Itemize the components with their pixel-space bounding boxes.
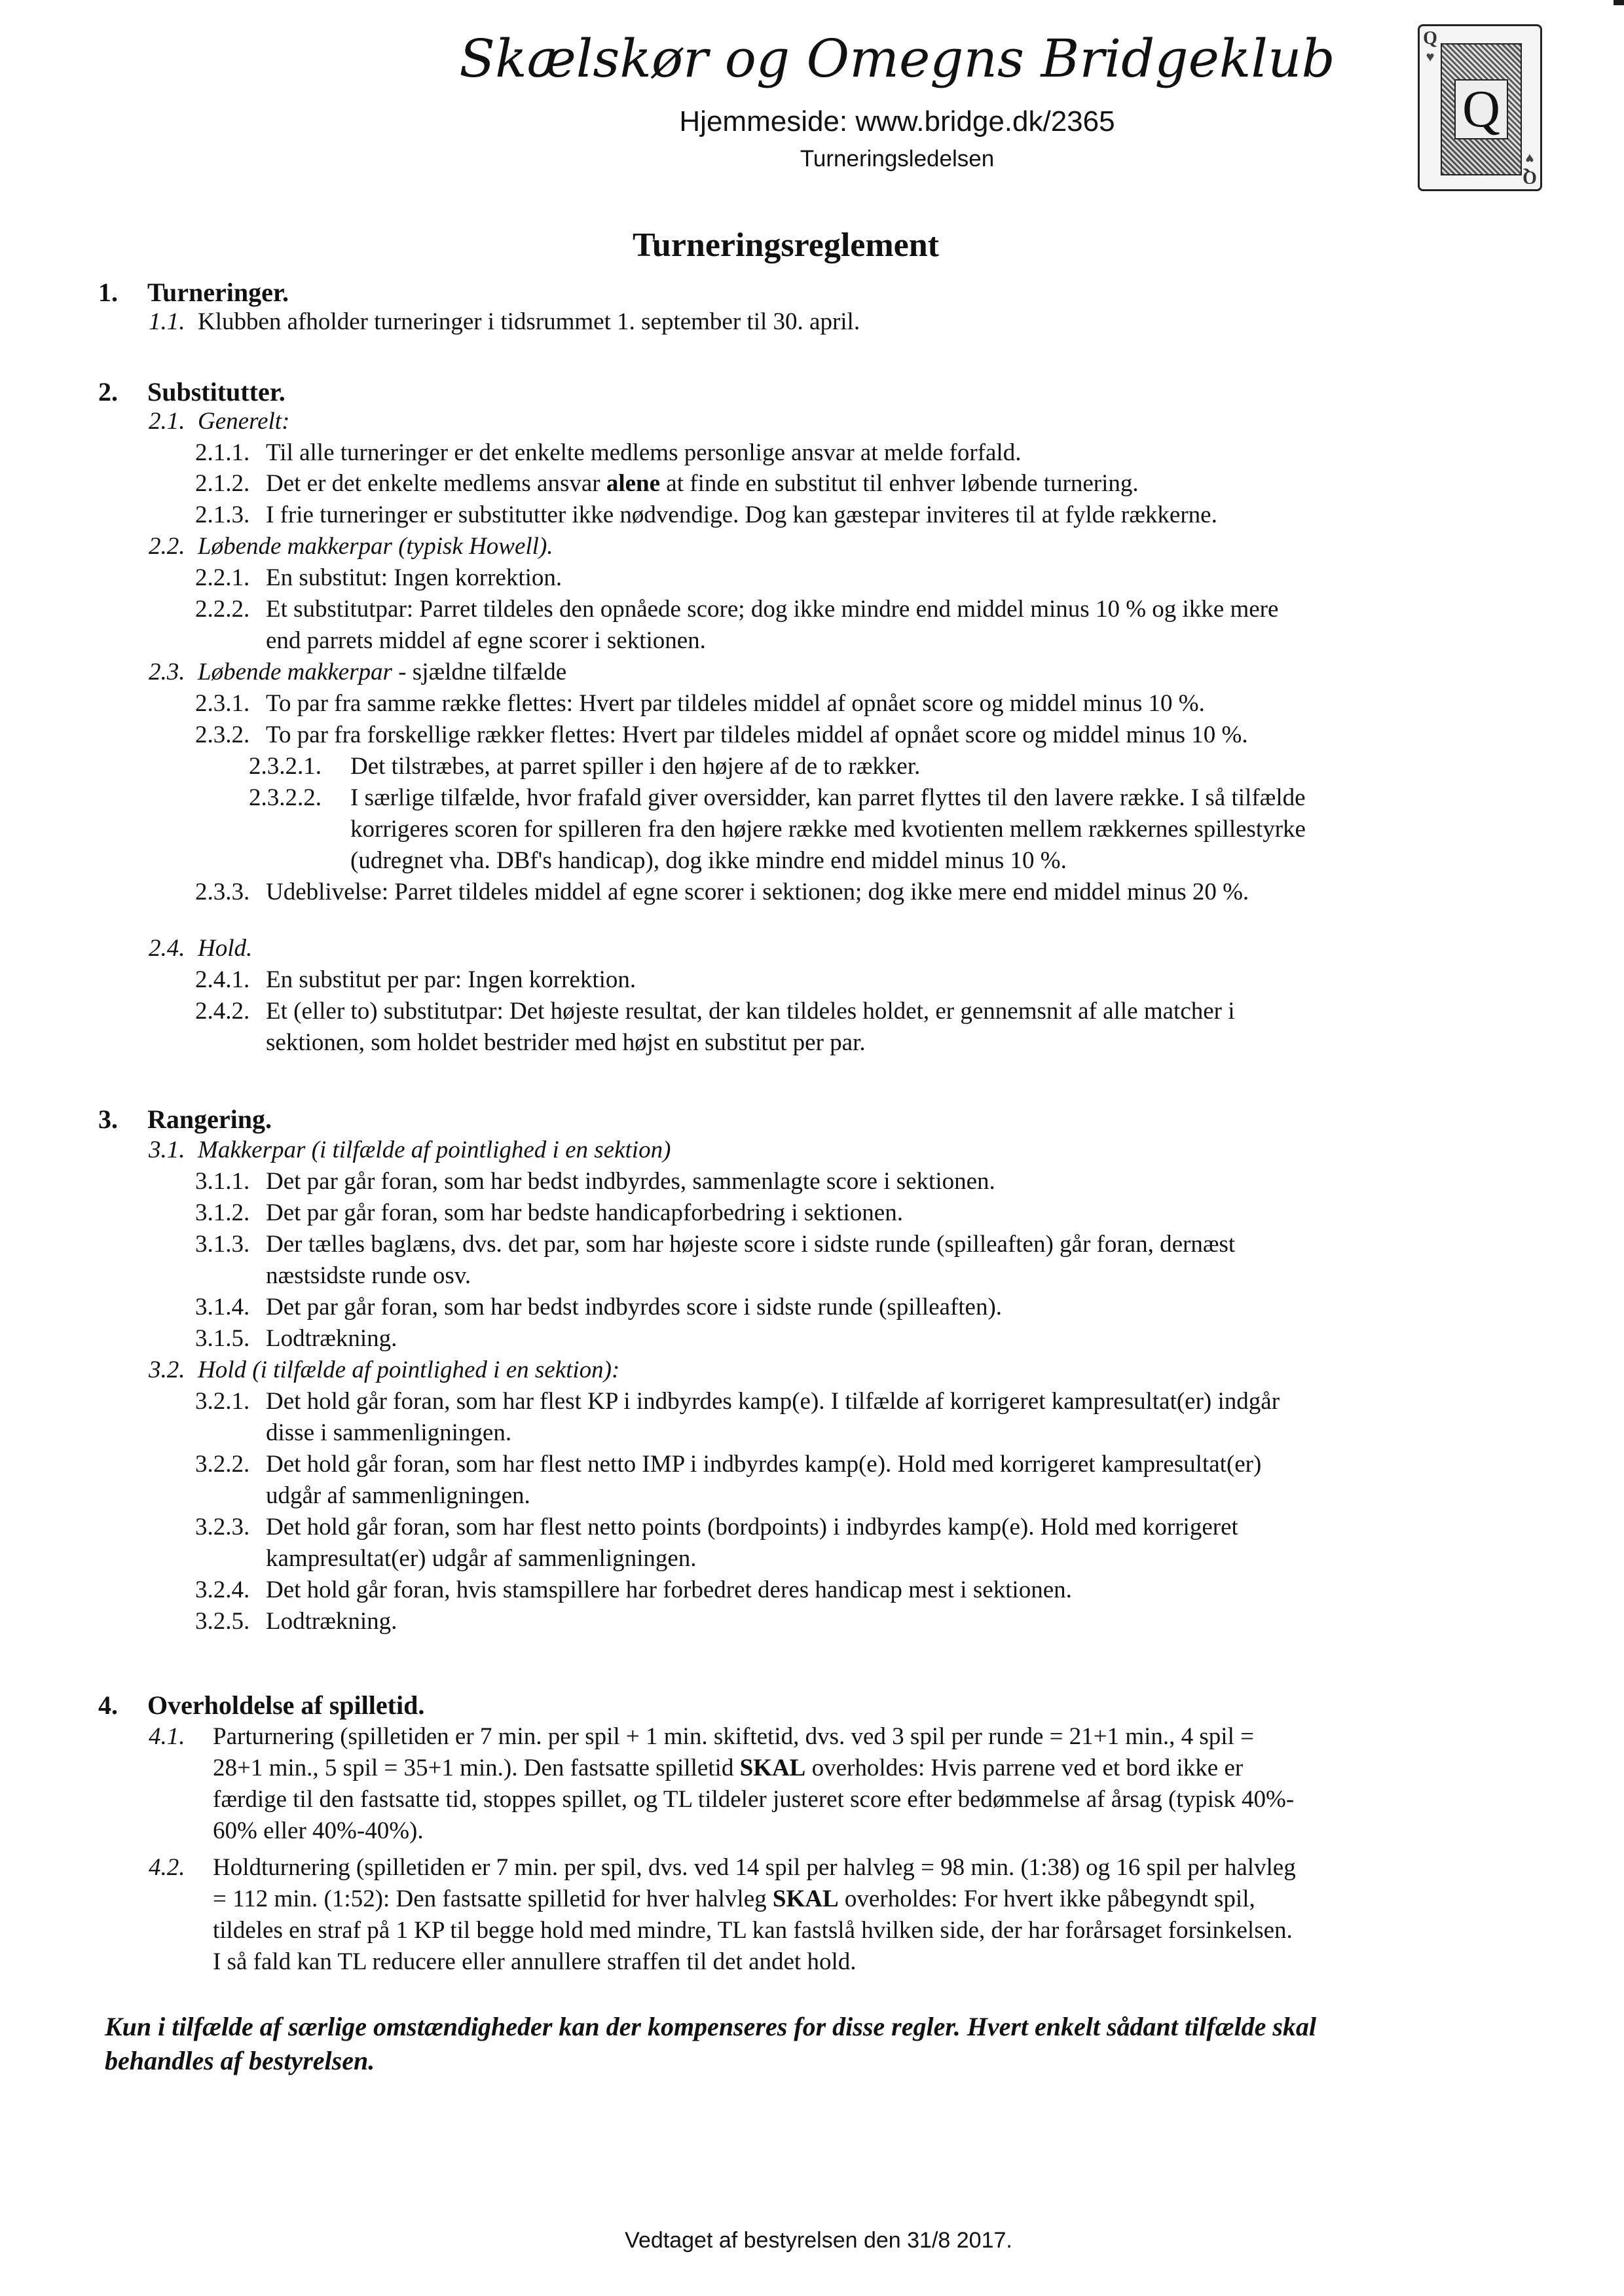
clause-2-1 [149, 407, 289, 436]
card-face-illustration [1441, 43, 1522, 175]
section-title: Turneringer. [147, 278, 289, 307]
clause-text: Et substitutpar: Parret tildeles den opnåede score; dog ikke mindre end middel minus 10 % og ikke mere [266, 596, 1279, 623]
clause-4-1 [149, 1722, 1254, 1751]
clause-number: 2.1.1. [195, 439, 250, 466]
clause-number: 2.3.3. [195, 879, 250, 905]
clause-2-2-2 [195, 595, 1278, 624]
emphasis-skal: SKAL [772, 1886, 839, 1912]
clause-text: Der tælles baglæns, dvs. det par, som har højeste score i sidste runde (spilleaften) går foran, dernæst [266, 1231, 1236, 1258]
clause-number: 2.1.2. [195, 470, 250, 497]
clause-heading: Makkerpar (i tilfælde af pointlighed i en sektion) [198, 1137, 671, 1163]
clause-3-1 [149, 1136, 671, 1165]
section-title: Overholdelse af spilletid. [147, 1690, 425, 1720]
clause-2-4-2 [195, 997, 1235, 1026]
clause-2-3 [149, 658, 566, 687]
clause-number: 2.4. [149, 935, 185, 962]
clause-4-2 [149, 1853, 1296, 1882]
section-number: 2. [98, 377, 118, 407]
heart-icon: ♥ [1525, 151, 1534, 167]
clause-3-2-5 [195, 1607, 397, 1636]
clause-number: 2.3.2. [195, 721, 250, 748]
clause-text: Udeblivelse: Parret tildeles middel af egne scorer i sektionen; dog ikke mere end middel minus 20 %. [266, 879, 1249, 905]
heart-icon: ♥ [1426, 48, 1435, 65]
clause-3-1-4 [195, 1293, 1002, 1322]
clause-3-2-3-continued: kampresultat(er) udgår af sammenligningen. [266, 1545, 697, 1572]
clause-text: Det tilstræbes, at parret spiller i den højere af de to rækker. [350, 753, 921, 780]
clause-text: To par fra samme række flettes: Hvert par tildeles middel af opnået score og middel minus 10 %. [266, 690, 1205, 717]
clause-2-3-2-2-continued: korrigeres scoren for spilleren fra den højere række med kvotienten mellem rækkernes spillestyrke [350, 816, 1306, 843]
clause-text: 28+1 min., 5 spil = 35+1 min.). Den fastsatte spilletid [213, 1755, 740, 1781]
clause-3-1-1 [195, 1167, 995, 1196]
clause-number: 3.2.4. [195, 1576, 250, 1603]
card-corner-top [1421, 29, 1439, 65]
clause-number: 3.1.4. [195, 1294, 250, 1321]
clause-3-2-2 [195, 1450, 1261, 1479]
clause-text: Lodtrækning. [266, 1608, 397, 1635]
clause-2-2-2-continued: end parrets middel af egne scorer i sektionen. [266, 627, 706, 654]
clause-3-2-1 [195, 1387, 1280, 1416]
clause-3-2-2-continued: udgår af sammenligningen. [266, 1482, 530, 1509]
clause-3-1-5 [195, 1324, 397, 1353]
clause-heading: Hold. [198, 935, 253, 962]
clause-2-3-2-2-continued: (udregnet vha. DBf's handicap), dog ikke mindre end middel minus 10 %. [350, 847, 1067, 874]
homepage-link: Hjemmeside: www.bridge.dk/2365 [679, 105, 1115, 137]
section-heading-1 [98, 278, 289, 307]
clause-1-1 [149, 308, 860, 337]
clause-2-3-2-1 [249, 752, 920, 781]
clause-number: 3.1.2. [195, 1199, 250, 1226]
closing-note: Kun i tilfælde af særlige omstændigheder kan der kompenseres for disse regler. Hvert enkelt sådant tilfælde skal [105, 2012, 1316, 2041]
clause-2-4-2-continued: sektionen, som holdet bestrider med højst en substitut per par. [266, 1029, 866, 1056]
clause-heading: Løbende makkerpar (typisk Howell). [198, 533, 553, 560]
section-number: 4. [98, 1690, 118, 1720]
clause-text: Det hold går foran, hvis stamspillere har forbedret deres handicap mest i sektionen. [266, 1576, 1072, 1603]
clause-text: Det er det enkelte medlems ansvar [266, 470, 606, 497]
clause-text: I frie turneringer er substitutter ikke nødvendige. Dog kan gæstepar inviteres til at fylde rækkerne. [266, 501, 1217, 528]
clause-number: 2.4.2. [195, 998, 250, 1025]
clause-2-3-1 [195, 689, 1205, 718]
section-title: Substitutter. [147, 377, 286, 407]
clause-number: 3.1.5. [195, 1325, 250, 1352]
emphasis-skal: SKAL [739, 1755, 806, 1781]
clause-2-2-1 [195, 564, 562, 592]
clause-4-2-continued [213, 1885, 1255, 1914]
clause-text: En substitut: Ingen korrektion. [266, 564, 563, 591]
clause-3-2-1-continued: disse i sammenligningen. [266, 1419, 512, 1446]
clause-number: 2.1. [149, 408, 185, 435]
clause-text: Holdturnering (spilletiden er 7 min. per spil, dvs. ved 14 spil per halvleg = 98 min. (1:38) og 16 spil per halvleg [213, 1854, 1296, 1881]
card-corner-bottom [1521, 150, 1539, 187]
clause-text: Det par går foran, som har bedste handicapforbedring i sektionen. [266, 1199, 903, 1226]
clause-text: Det par går foran, som har bedst indbyrdes score i sidste runde (spilleaften). [266, 1294, 1003, 1321]
closing-note-continued: behandles af bestyrelsen. [105, 2046, 375, 2075]
clause-number: 2.4.1. [195, 966, 250, 993]
clause-2-4 [149, 934, 252, 963]
clause-number: 1.1. [149, 308, 185, 335]
clause-heading: Hold (i tilfælde af pointlighed i en sektion): [198, 1357, 620, 1383]
clause-4-2-continued: tildeles en straf på 1 KP til begge hold med mindre, TL kan fastslå hvilken side, der har forårsaget forsinkelsen. [213, 1917, 1293, 1944]
clause-2-1-3 [195, 501, 1217, 530]
clause-text: Det par går foran, som har bedst indbyrdes, sammenlagte score i sektionen. [266, 1168, 995, 1195]
clause-3-2 [149, 1356, 619, 1385]
clause-number: 2.3. [149, 659, 185, 685]
clause-text: Til alle turneringer er det enkelte medlems personlige ansvar at melde forfald. [266, 439, 1022, 466]
clause-number: 2.3.1. [195, 690, 250, 717]
clause-4-1-continued: 60% eller 40%-40%). [213, 1817, 424, 1844]
clause-3-1-3-continued: næstsidste runde osv. [266, 1262, 471, 1289]
clause-number: 3.2.2. [195, 1451, 250, 1478]
clause-number: 2.3.2.1. [249, 753, 322, 780]
clause-text: Det hold går foran, som har flest KP i indbyrdes kamp(e). I tilfælde af korrigeret kampresultat(er) indgår [266, 1388, 1280, 1415]
clause-3-1-2 [195, 1199, 903, 1228]
section-heading-3 [98, 1105, 272, 1134]
section-heading-2 [98, 378, 286, 407]
clause-4-1-continued: færdige til den fastsatte tid, stoppes spillet, og TL tildeler justeret score efter bedømmelse af årsag (typisk 40%- [213, 1786, 1295, 1813]
clause-3-1-3 [195, 1230, 1235, 1259]
clause-text: En substitut per par: Ingen korrektion. [266, 966, 637, 993]
clause-number: 2.2. [149, 533, 185, 560]
clause-text-continued: overholdes: Hvis parrene ved et bord ikke er [805, 1755, 1244, 1781]
card-rank-bottom: Q [1522, 167, 1537, 187]
clause-text: Parturnering (spilletiden er 7 min. per spil + 1 min. skiftetid, dvs. ved 3 spil per runde = 21+1 min., 4 spil = [213, 1723, 1254, 1750]
clause-2-1-1 [195, 439, 1021, 467]
clause-2-1-2 [195, 469, 1139, 498]
clause-2-4-1 [195, 966, 636, 994]
clause-number: 4.2. [149, 1854, 185, 1881]
clause-number: 3.1.3. [195, 1231, 250, 1258]
clause-2-3-3 [195, 878, 1249, 907]
clause-text: Klubben afholder turneringer i tidsrummet 1. september til 30. april. [198, 308, 860, 335]
clause-number: 2.1.3. [195, 501, 250, 528]
clause-text-continued: overholdes: For hvert ikke påbegyndt spil, [838, 1886, 1255, 1912]
clause-3-2-3 [195, 1513, 1238, 1542]
document-title: Turneringsreglement [633, 227, 939, 264]
clause-number: 2.2.2. [195, 596, 250, 623]
clause-4-2-continued: I så fald kan TL reducere eller annullere straffen til det andet hold. [213, 1948, 857, 1975]
clause-number: 3.2. [149, 1357, 185, 1383]
clause-text: = 112 min. (1:52): Den fastsatte spilletid for hver halvleg [213, 1886, 773, 1912]
section-number: 1. [98, 278, 118, 307]
clause-text: To par fra forskellige rækker flettes: Hvert par tildeles middel af opnået score og middel minus 10 %. [266, 721, 1248, 748]
clause-text: Det hold går foran, som har flest netto IMP i indbyrdes kamp(e). Hold med korrigeret kampresultat(er) [266, 1451, 1262, 1478]
clause-text: Lodtrækning. [266, 1325, 397, 1352]
department-label: Turneringsledelsen [800, 146, 995, 172]
club-name: Skælskør og Omegns Bridgeklub [459, 28, 1335, 89]
clause-number: 3.2.5. [195, 1608, 250, 1635]
clause-text: Det hold går foran, som har flest netto points (bordpoints) i indbyrdes kamp(e). Hold med korrigeret [266, 1514, 1238, 1540]
clause-text: I særlige tilfælde, hvor frafald giver oversidder, kan parret flyttes til den lavere række. I så tilfælde [350, 784, 1306, 811]
clause-2-3-2 [195, 721, 1248, 750]
clause-number: 3.2.1. [195, 1388, 250, 1415]
clause-3-2-4 [195, 1576, 1072, 1605]
scan-edge-mark [1614, 0, 1624, 5]
adoption-footer: Vedtaget af bestyrelsen den 31/8 2017. [625, 2228, 1012, 2253]
clause-heading: Løbende makkerpar [198, 659, 392, 685]
clause-number: 2.3.2.2. [249, 784, 322, 811]
clause-number: 3.1.1. [195, 1168, 250, 1195]
clause-2-3-2-2 [249, 784, 1306, 812]
clause-4-1-continued [213, 1754, 1243, 1783]
clause-heading: Generelt: [198, 408, 290, 435]
clause-number: 3.1. [149, 1137, 185, 1163]
clause-number: 3.2.3. [195, 1514, 250, 1540]
section-title: Rangering. [147, 1104, 272, 1134]
section-heading-4 [98, 1691, 424, 1720]
clause-text: Et (eller to) substitutpar: Det højeste resultat, der kan tildeles holdet, er gennemsnit af alle matcher i [266, 998, 1235, 1025]
playing-card-queen-of-hearts-icon [1418, 24, 1542, 191]
clause-number: 2.2.1. [195, 564, 250, 591]
clause-heading-suffix: - sjældne tilfælde [392, 659, 567, 685]
card-rank-top: Q [1423, 28, 1437, 48]
card-face-rank: Q [1454, 79, 1508, 139]
clause-2-2 [149, 532, 553, 561]
clause-number: 4.1. [149, 1723, 185, 1750]
clause-text-continued: at finde en substitut til enhver løbende turnering. [660, 470, 1139, 497]
emphasis-alone: alene [606, 470, 661, 497]
section-number: 3. [98, 1104, 118, 1134]
